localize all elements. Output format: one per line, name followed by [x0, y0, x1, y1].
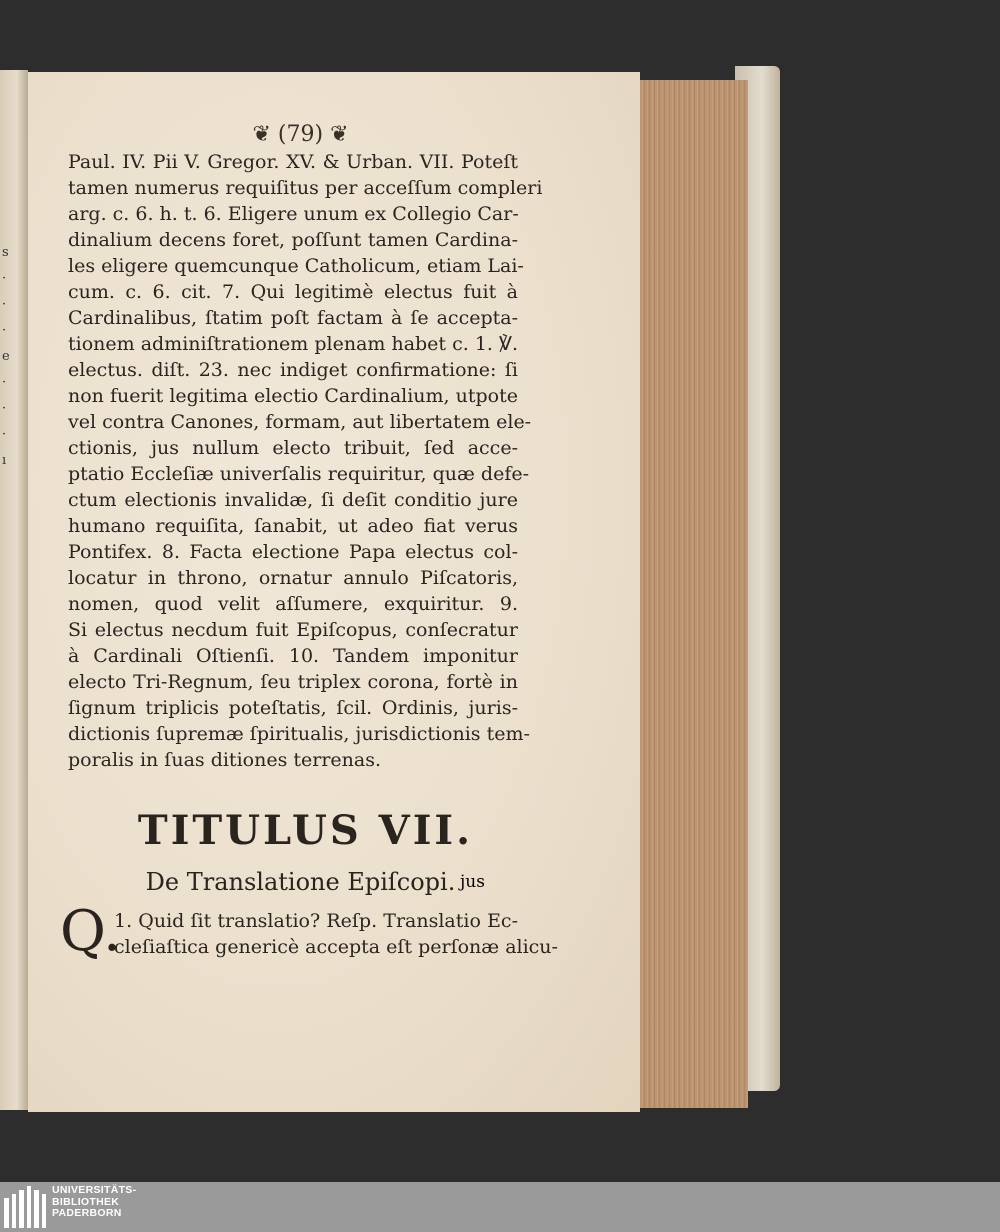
text-line: Pontifex. 8. Facta electione Papa electus col-	[68, 541, 518, 563]
page-number-header	[78, 122, 523, 147]
text-line: ſignum triplicis poteſtatis, ſcil. Ordinis, juris-	[68, 697, 518, 719]
logo-line: PADERBORN	[52, 1207, 122, 1219]
text-line: ctionis, jus nullum electo tribuit, ſed acce-	[68, 437, 518, 459]
text-line: à Cardinali Oſtienſi. 10. Tandem imponitur	[68, 645, 518, 667]
logo-line: UNIVERSITÄTS-	[52, 1184, 137, 1196]
text-line: electo Tri-Regnum, ſeu triplex corona, fortè in	[68, 671, 518, 693]
question-line: 1. Quid ſit translatio? Reſp. Translatio Ec-	[114, 910, 518, 932]
text-line: les eligere quemcunque Catholicum, etiam Lai-	[68, 255, 524, 277]
text-line: Cardinalibus, ſtatim poſt factam à ſe accepta-	[68, 307, 518, 329]
section-subtitle: De Translatione Epiſcopi.	[145, 868, 456, 896]
text-line: poralis in ſuas ditiones terrenas.	[68, 749, 381, 771]
library-footer	[0, 1182, 1000, 1232]
page-text	[60, 122, 558, 970]
text-line: ctum electionis invalidæ, ſi deſit conditio jure	[68, 489, 518, 511]
text-line: arg. c. 6. h. t. 6. Eligere unum ex Collegio Car-	[68, 203, 519, 225]
text-line: electus. diſt. 23. nec indiget confirmatione: ſi	[68, 359, 518, 381]
left-page-marks: s · · · e · · · ı	[2, 245, 10, 468]
logo-line: BIBLIOTHEK	[52, 1195, 120, 1208]
text-line: dinalium decens foret, poſſunt tamen Cardina-	[68, 229, 518, 251]
page-edges	[636, 80, 748, 1108]
section-title: TITULUS VII.	[137, 807, 474, 854]
ornament-right-icon: ❦	[323, 122, 349, 147]
text-line: cum. c. 6. cit. 7. Qui legitimè electus fuit à	[68, 281, 518, 303]
question-paragraph	[60, 899, 558, 970]
left-page-edge	[0, 70, 28, 1110]
text-line: non fuerit legitima electio Cardinalium, utpote	[68, 385, 518, 407]
drop-initial: Q.	[60, 899, 121, 964]
question-line: cleſiaſtica genericè accepta eſt perſonæ alicu-	[114, 936, 558, 958]
text-line: tamen numerus requiſitus per acceſſum compleri	[68, 177, 543, 199]
text-line: vel contra Canones, formam, aut libertatem ele-	[68, 411, 532, 433]
page-number: (79)	[277, 122, 324, 147]
text-line: locatur in throno, ornatur annulo Piſcatoris,	[68, 567, 518, 589]
text-line: dictionis ſupremæ ſpiritualis, jurisdictionis tem-	[68, 723, 530, 745]
text-line: humano requiſita, ſanabit, ut adeo fiat verus	[68, 515, 518, 537]
text-line: tionem adminiſtrationem plenam habet c. 1. ℣.	[68, 333, 519, 355]
body-text	[68, 149, 543, 773]
text-line: ptatio Eccleſiæ univerſalis requiritur, quæ defe-	[68, 463, 530, 485]
catchword: jus	[460, 872, 485, 892]
library-logo-icon	[4, 1186, 46, 1228]
text-line: nomen, quod velit aſſumere, exquiritur. 9.	[68, 593, 518, 615]
library-logo-text	[52, 1185, 136, 1220]
text-line: Paul. IV. Pii V. Gregor. XV. & Urban. VII. Poteſt	[68, 151, 518, 173]
ornament-left-icon: ❦	[252, 122, 278, 147]
text-line: Si electus necdum fuit Epiſcopus, conſecratur	[68, 619, 518, 641]
